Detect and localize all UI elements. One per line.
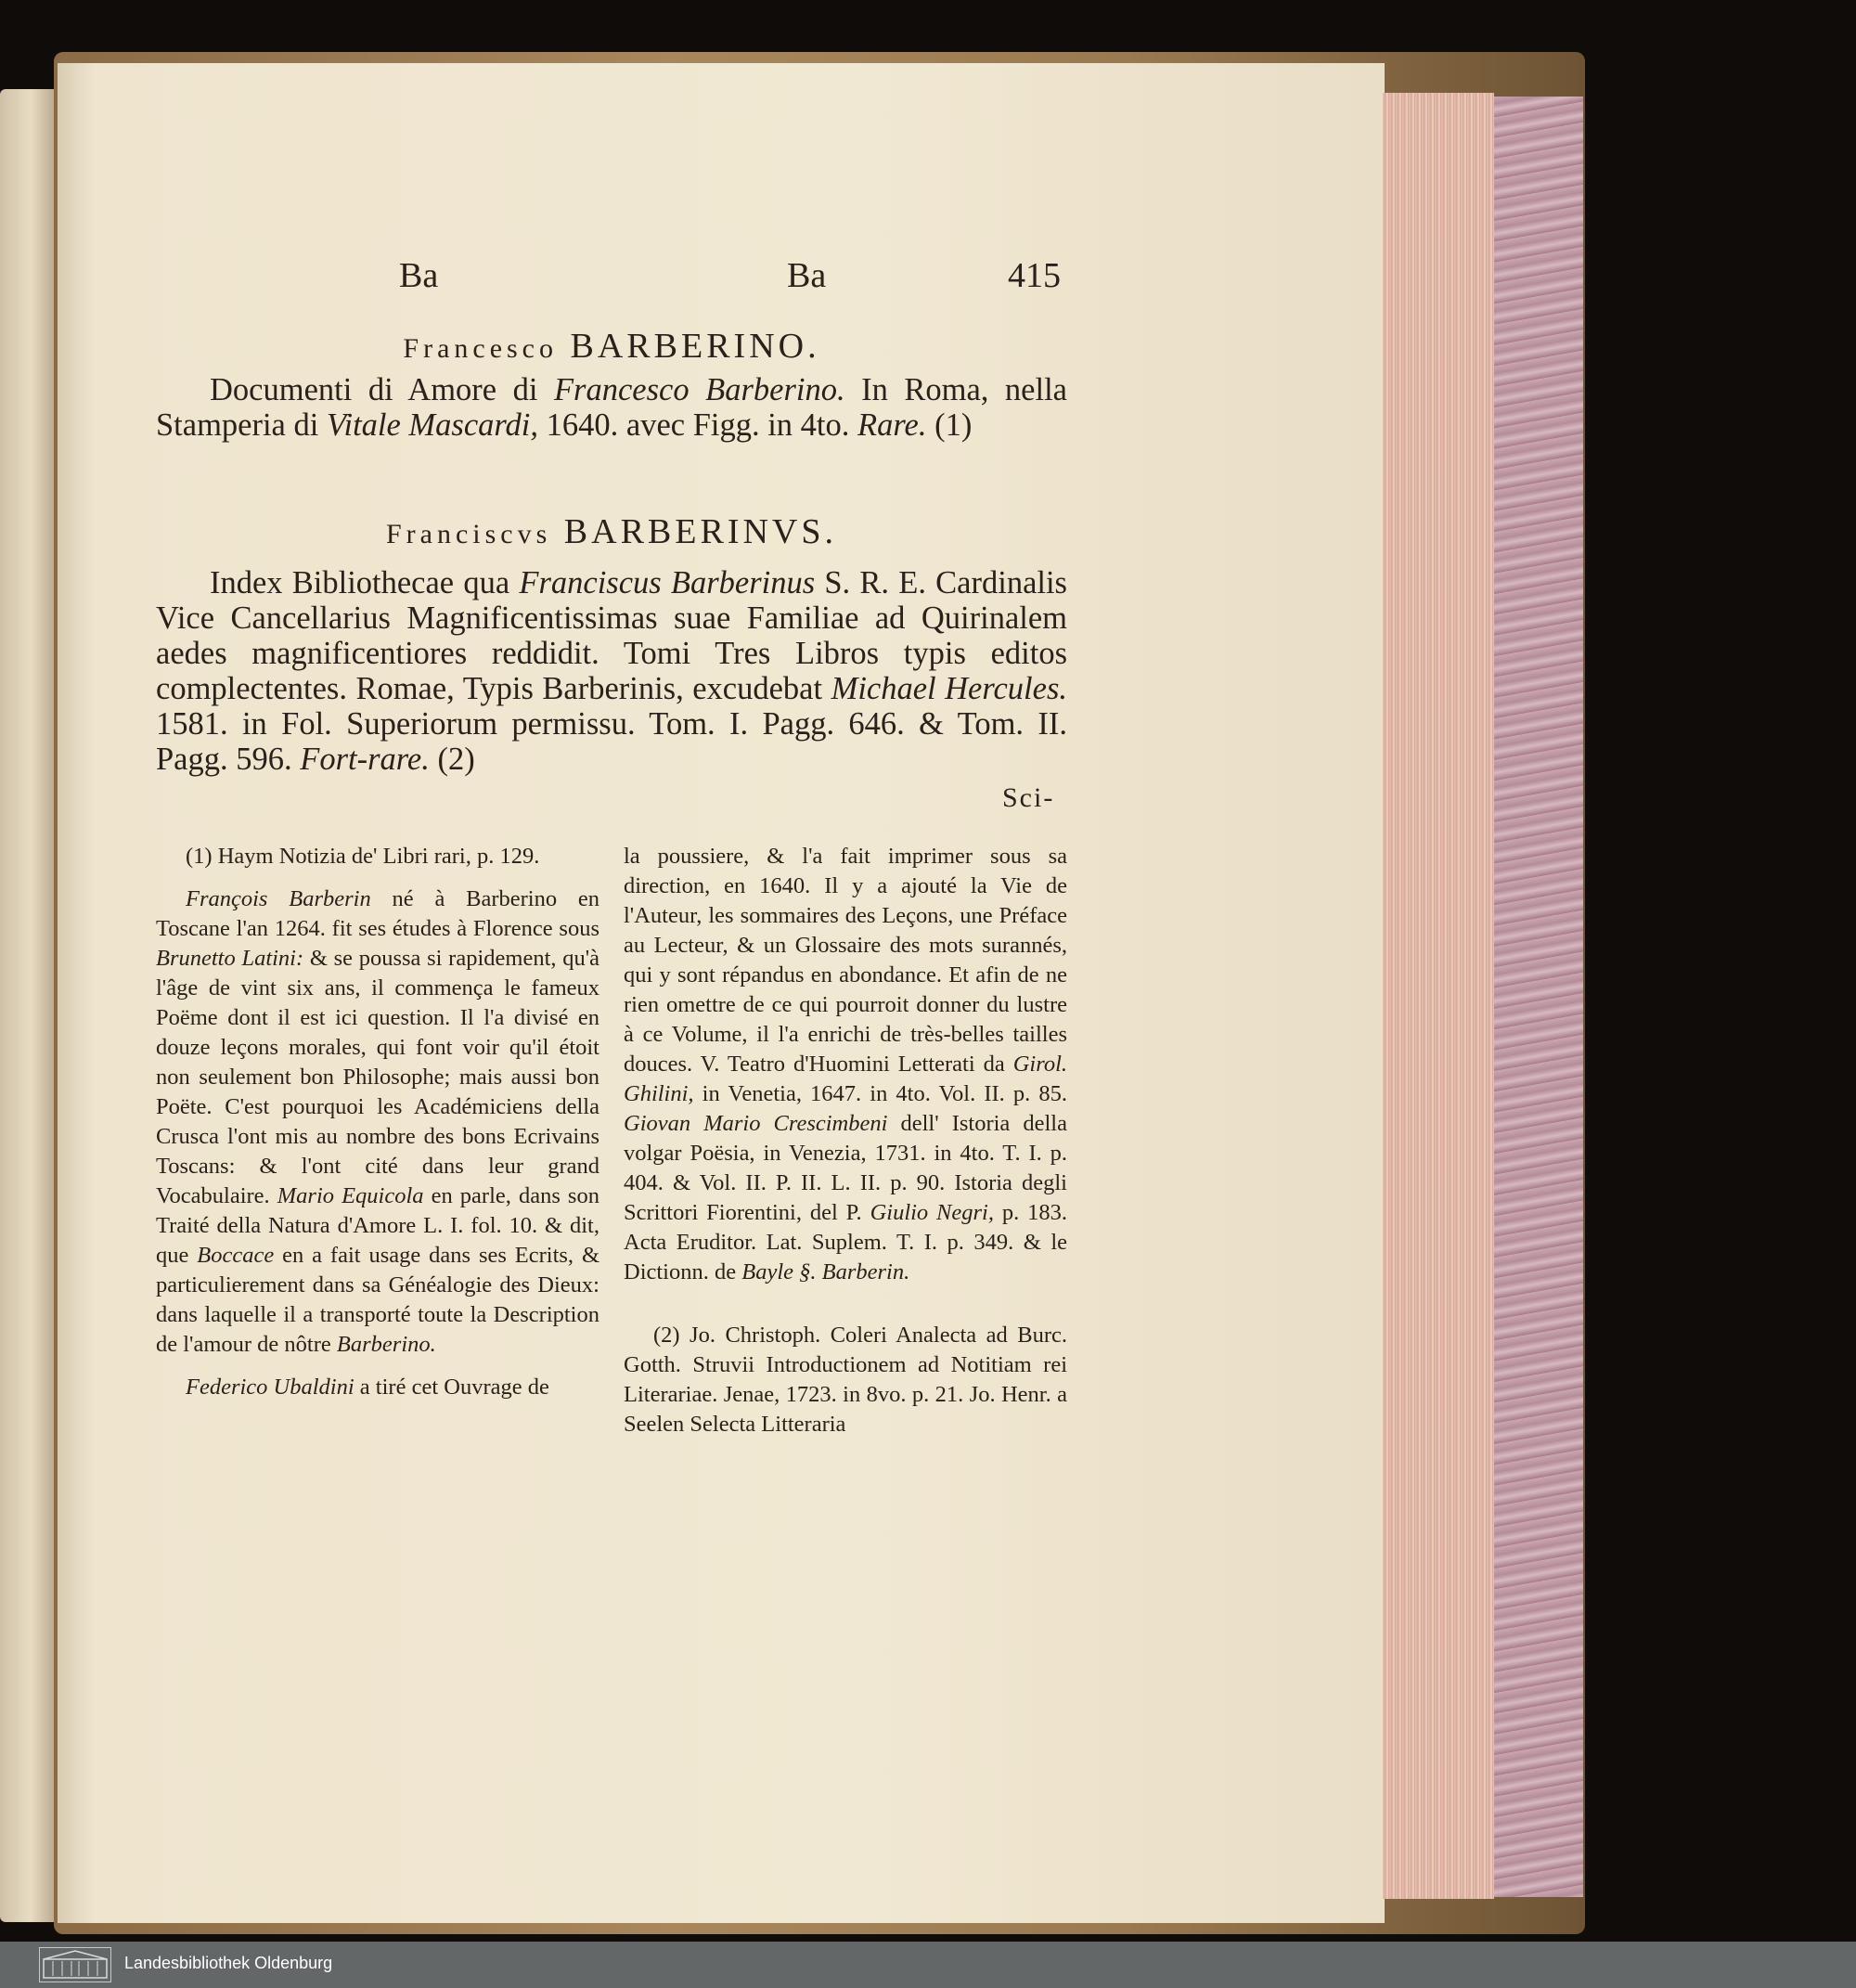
author-name: Franciscus Barberinus xyxy=(519,565,816,600)
rarity-label: Fort-rare. xyxy=(300,742,430,777)
printer-name: Vitale Mascardi, xyxy=(326,407,539,443)
running-head-left: Ba xyxy=(399,256,439,295)
notes-left-column xyxy=(156,842,599,1415)
catchword: Sci- xyxy=(1002,782,1055,813)
title-caps: BARBERINO. xyxy=(570,327,820,366)
running-head-center: Ba xyxy=(787,256,827,295)
section-title-barberinus xyxy=(156,511,1067,552)
note-1-body: François Barberin né à Barberino en Toscane l'an 1264. fit ses études à Florence sous Brunetto Latini: & se poussa si rapidement, qu'à l'âge de vint six ans, il commença le fameux Poëme dont il est ici question. Il l'a divisé en douze leçons morales, qui font voir qu'il étoit non seulement bon Philosophe; mais aussi bon Poëte. C'est pourquoi les Académiciens della Crusca l'ont mis au nombre des bons Ecrivains Toscans: & l'ont cité dans leur grand Vocabulaire. Mario Equicola en parle, dans son Traité della Natura d'Amore L. I. fol. 10. & dit, que Boccace en a fait usage dans ses Ecrits, & particulierement dans sa Généalogie des Dieux: dans laquelle il a transporté toute la Description de l'amour de nôtre Barberino. xyxy=(156,886,600,1357)
author-name: Francesco Barberino. xyxy=(553,372,845,407)
section-title-barberino xyxy=(156,326,1067,367)
rarity-label: Rare. xyxy=(857,407,927,443)
entry-index-bibliothecae: Index Bibliothecae qua Franciscus Barberinus S. R. E. Cardinalis Vice Cancellarius Magnificentissimas suae Familiae ad Quirinalem aedes magnificentiores reddidit. Tomi Tres Libros typis editos complectentes. Romae, Typis Barberinis, excudebat Michael Hercules. 1581. in Fol. Superiorum permissu. Tom. I. Pagg. 646. & Tom. II. Pagg. 596. Fort-rare. (2) xyxy=(156,565,1068,777)
note-1-continued: Federico Ubaldini a tiré cet Ouvrage de xyxy=(186,1375,549,1400)
page-number: 415 xyxy=(1008,256,1061,295)
printer-name: Michael Hercules. xyxy=(831,671,1068,706)
note-1-end: la poussiere, & l'a fait imprimer sous sa direction, en 1640. Il y a ajouté la Vie de l'Auteur, les sommaires des Leçons, une Préface au Lecteur, & un Glossaire des mots surannés, qui y sont répandus en abondance. Et afin de ne rien omettre de ce qui pourroit donner du lustre à ce Volume, il l'a enrichi de très-belles tailles douces. V. Teatro d'Huomini Letterati da Girol. Ghilini, in Venetia, 1647. in 4to. Vol. II. p. 85. Giovan Mario Crescimbeni dell' Istoria della volgar Poësia, in Venezia, 1731. in 4to. T. I. p. 404. & Vol. II. P. II. L. II. p. 90. Istoria degli Scrittori Fiorentini, del P. Giulio Negri, p. 183. Acta Eruditor. Lat. Suplem. T. I. p. 349. & le Dictionn. de Bayle §. Barberin. xyxy=(624,844,1068,1284)
library-building-icon xyxy=(39,1947,111,1982)
entry-documenti: Documenti di Amore di Francesco Barberino. In Roma, nella Stamperia di Vitale Mascardi, 1640. avec Figg. in 4to. Rare. (1) xyxy=(156,372,1067,443)
marbled-board xyxy=(1494,97,1583,1897)
facing-page-edge xyxy=(0,89,56,1922)
library-name: Landesbibliothek Oldenburg xyxy=(124,1954,333,1972)
page-text xyxy=(156,255,1067,1550)
page-edges xyxy=(1383,93,1494,1899)
note-2: (2) Jo. Christoph. Coleri Analecta ad Burc. Gotth. Struvii Introductionem ad Notitiam rei Literariae. Jenae, 1723. in 8vo. p. 21. Jo. Henr. a Seelen Selecta Litteraria xyxy=(624,1323,1067,1437)
title-small-caps: Francesco xyxy=(403,333,559,364)
notes-right-column xyxy=(624,842,1067,1452)
title-small-caps: Franciscvs xyxy=(385,519,552,549)
note-1: (1) Haym Notizia de' Libri rari, p. 129. xyxy=(186,844,540,869)
title-caps: BARBERINVS. xyxy=(563,512,838,551)
